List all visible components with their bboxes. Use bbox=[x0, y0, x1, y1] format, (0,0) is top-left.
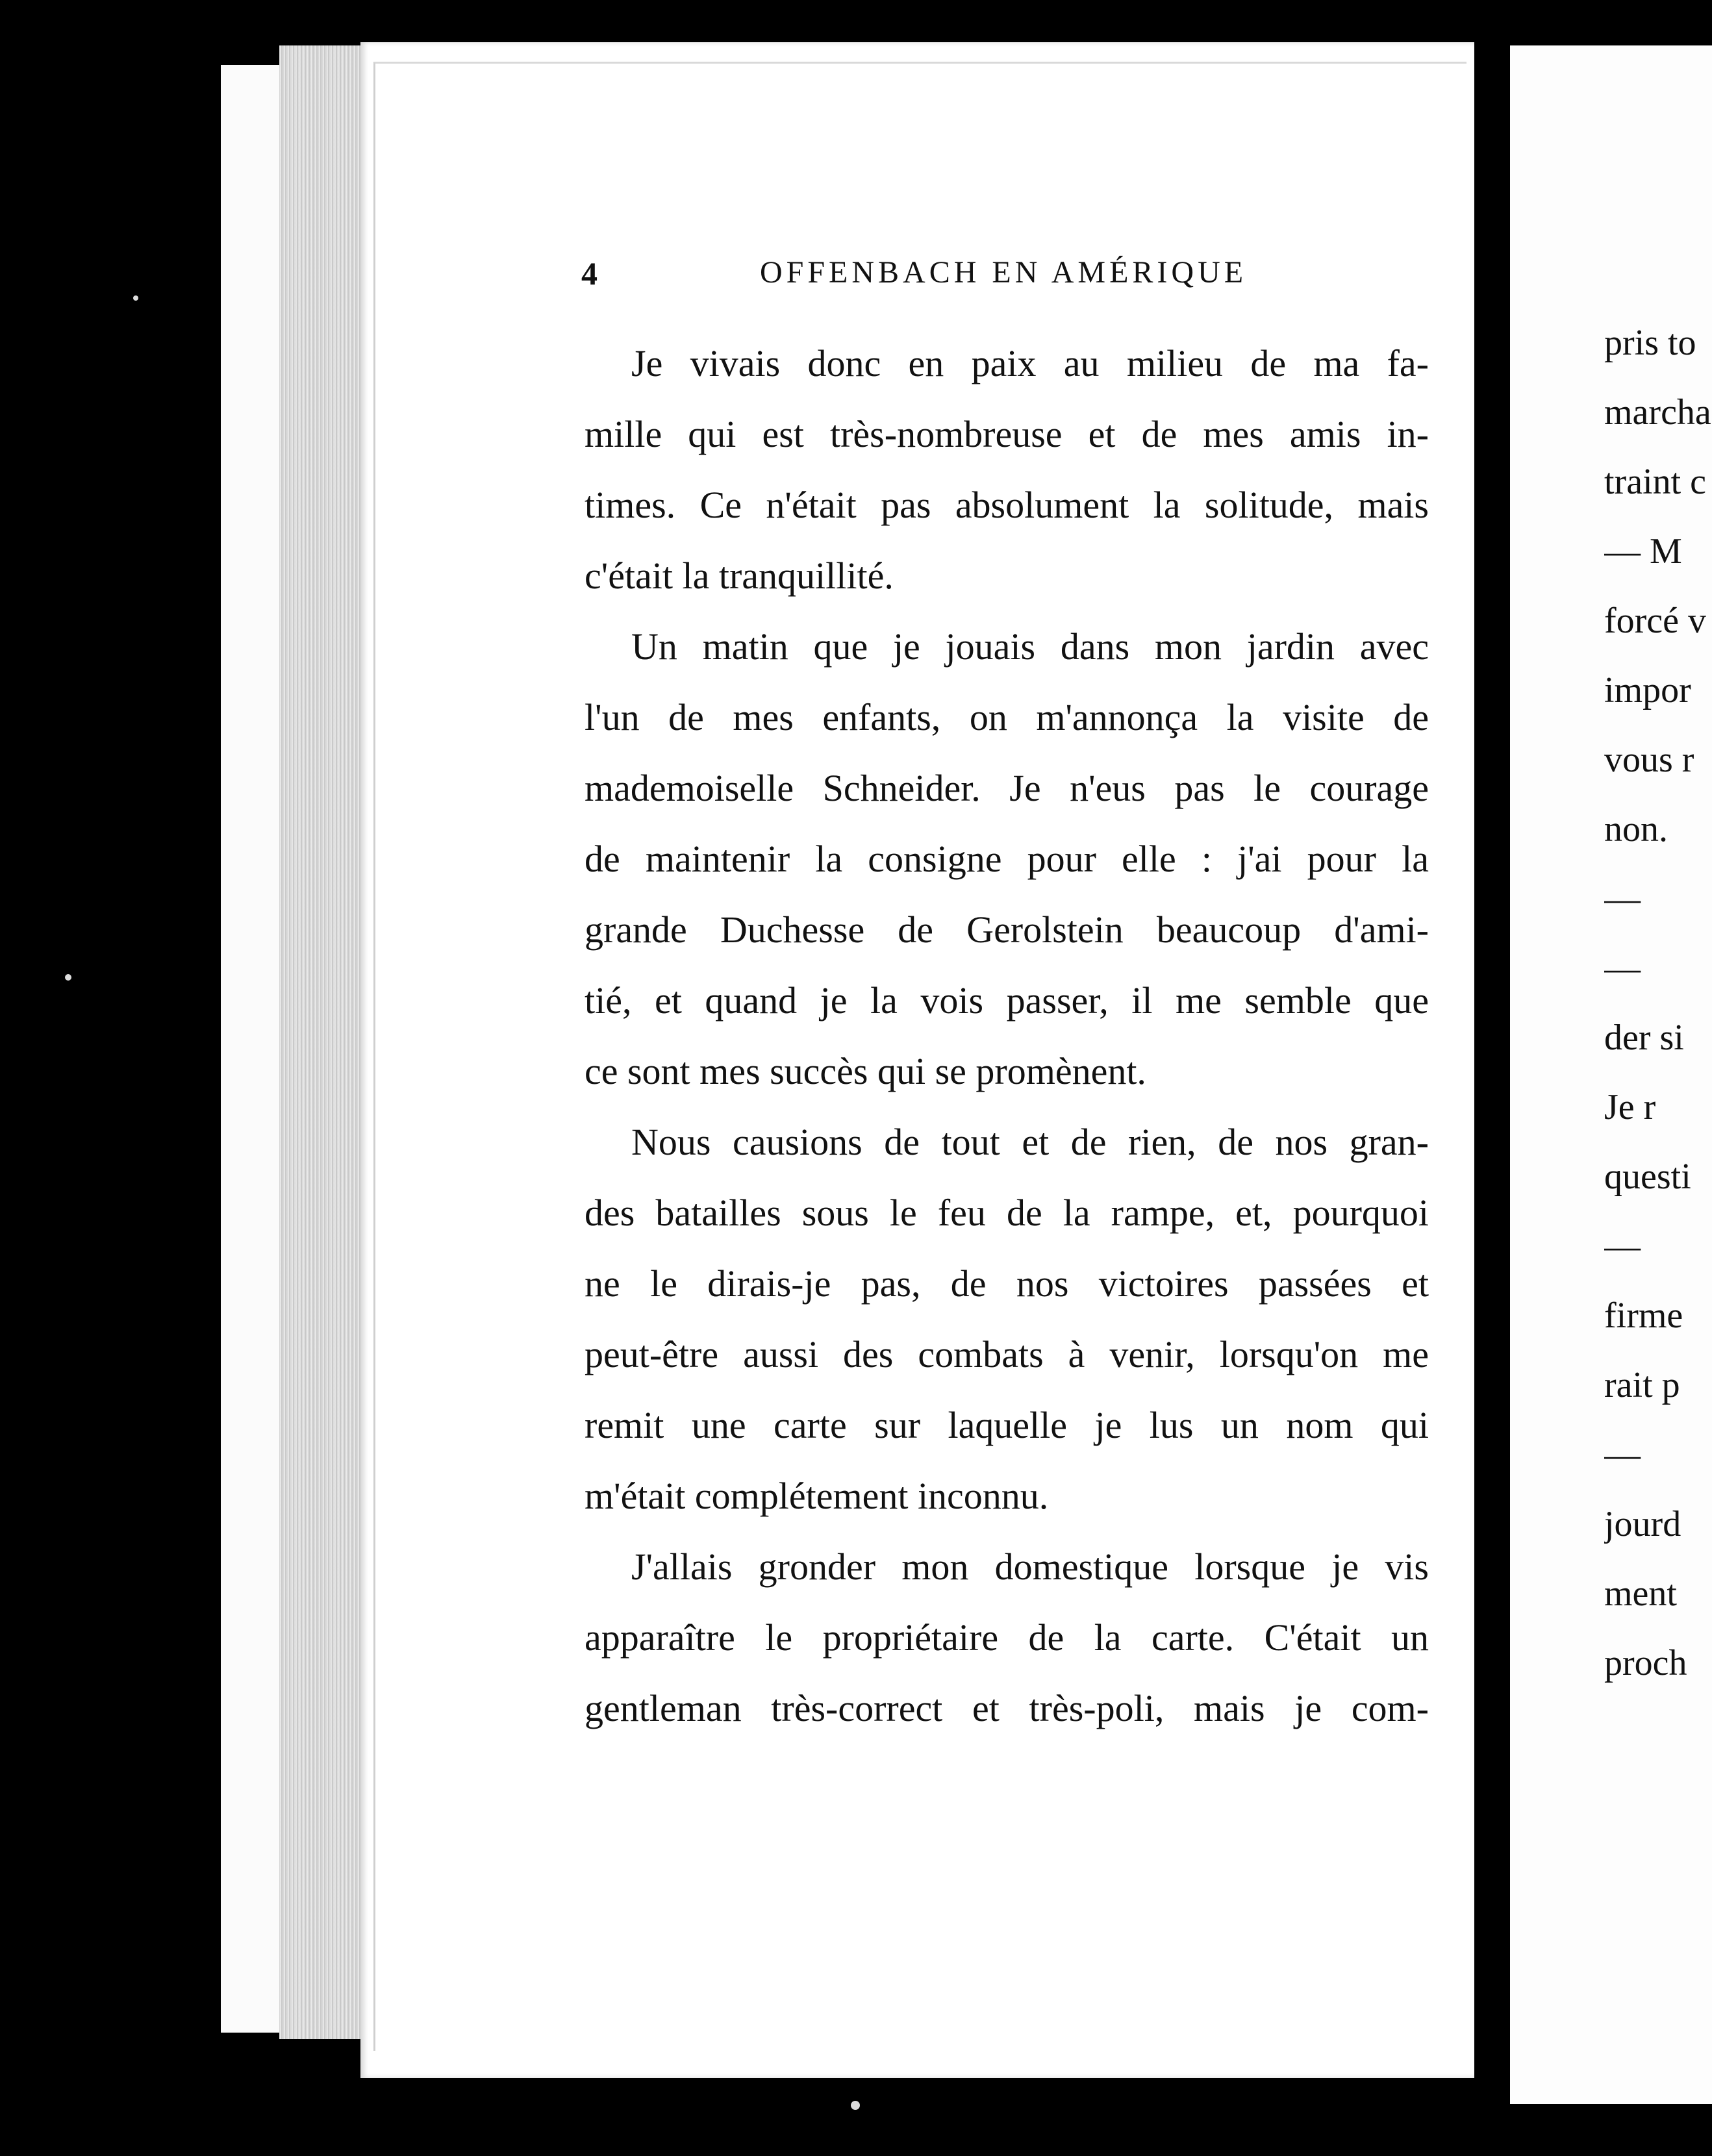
paragraph-1 bbox=[585, 328, 1429, 611]
fragment-line: — bbox=[1604, 1226, 1641, 1266]
fragment-line: traint c bbox=[1604, 462, 1707, 502]
text-line: mille qui est très-nombreuse et de mes amis in- bbox=[585, 413, 1429, 455]
fragment-line: rait p bbox=[1604, 1365, 1680, 1405]
fragment-line: jourd bbox=[1604, 1504, 1681, 1544]
fragment-line: — bbox=[1604, 879, 1641, 919]
scan-speck bbox=[133, 295, 138, 301]
paragraph-4 bbox=[585, 1531, 1429, 1744]
running-head bbox=[581, 255, 1555, 307]
scan-speck bbox=[65, 974, 71, 981]
fragment-line: Je r bbox=[1604, 1087, 1656, 1127]
page-number: 4 bbox=[581, 255, 598, 292]
fragment-line: vous r bbox=[1604, 740, 1694, 780]
text-line: tié, et quand je la vois passer, il me semble que bbox=[585, 979, 1429, 1022]
text-line: gentleman très-correct et très-poli, mais je com- bbox=[585, 1687, 1429, 1729]
fragment-line: — bbox=[1604, 948, 1641, 988]
text-line: des batailles sous le feu de la rampe, et, pourquoi bbox=[585, 1192, 1429, 1234]
text-line: grande Duchesse de Gerolstein beaucoup d'ami- bbox=[585, 909, 1429, 951]
text-line: peut-être aussi des combats à venir, lorsqu'on me bbox=[585, 1333, 1429, 1375]
fragment-line: impor bbox=[1604, 670, 1691, 710]
text-line: Je vivais donc en paix au milieu de ma fa- bbox=[631, 342, 1429, 384]
running-title: OFFENBACH EN AMÉRIQUE bbox=[760, 255, 1248, 290]
text-line: apparaître le propriétaire de la carte. C'était un bbox=[585, 1616, 1429, 1659]
body-text bbox=[585, 328, 1429, 1744]
text-line: J'allais gronder mon domestique lorsque je vis bbox=[631, 1546, 1429, 1588]
scan-speck bbox=[851, 2101, 860, 2110]
fragment-line: questi bbox=[1604, 1157, 1691, 1197]
text-line: remit une carte sur laquelle je lus un nom qui bbox=[585, 1404, 1429, 1446]
paragraph-2 bbox=[585, 611, 1429, 1107]
fragment-line: firme bbox=[1604, 1296, 1683, 1336]
text-line: Un matin que je jouais dans mon jardin avec bbox=[631, 625, 1429, 668]
page-stack-edge bbox=[279, 45, 364, 2039]
fragment-line: proch bbox=[1604, 1643, 1687, 1683]
fragment-line: — bbox=[1604, 1435, 1641, 1475]
text-line: l'un de mes enfants, on m'annonça la visite de bbox=[585, 696, 1429, 738]
text-line: m'était complétement inconnu. bbox=[585, 1475, 1049, 1517]
fragment-line: pris to bbox=[1604, 323, 1696, 363]
facing-page-fragments bbox=[1604, 308, 1712, 1698]
fragment-line: der si bbox=[1604, 1018, 1684, 1058]
fragment-line: forcé v bbox=[1604, 601, 1707, 641]
text-line: Nous causions de tout et de rien, de nos gran- bbox=[631, 1121, 1429, 1163]
text-line: de maintenir la consigne pour elle : j'ai pour la bbox=[585, 838, 1429, 880]
fragment-line: non. bbox=[1604, 809, 1668, 849]
fragment-line: ment bbox=[1604, 1573, 1677, 1614]
text-line: times. Ce n'était pas absolument la solitude, mais bbox=[585, 484, 1429, 526]
paragraph-3 bbox=[585, 1107, 1429, 1531]
fragment-line: — M bbox=[1604, 531, 1682, 571]
text-line: ne le dirais-je pas, de nos victoires passées et bbox=[585, 1262, 1429, 1305]
text-line: ce sont mes succès qui se promènent. bbox=[585, 1050, 1146, 1092]
fragment-line: marcha bbox=[1604, 392, 1711, 432]
text-line: mademoiselle Schneider. Je n'eus pas le courage bbox=[585, 767, 1429, 809]
text-line: c'était la tranquillité. bbox=[585, 555, 894, 597]
